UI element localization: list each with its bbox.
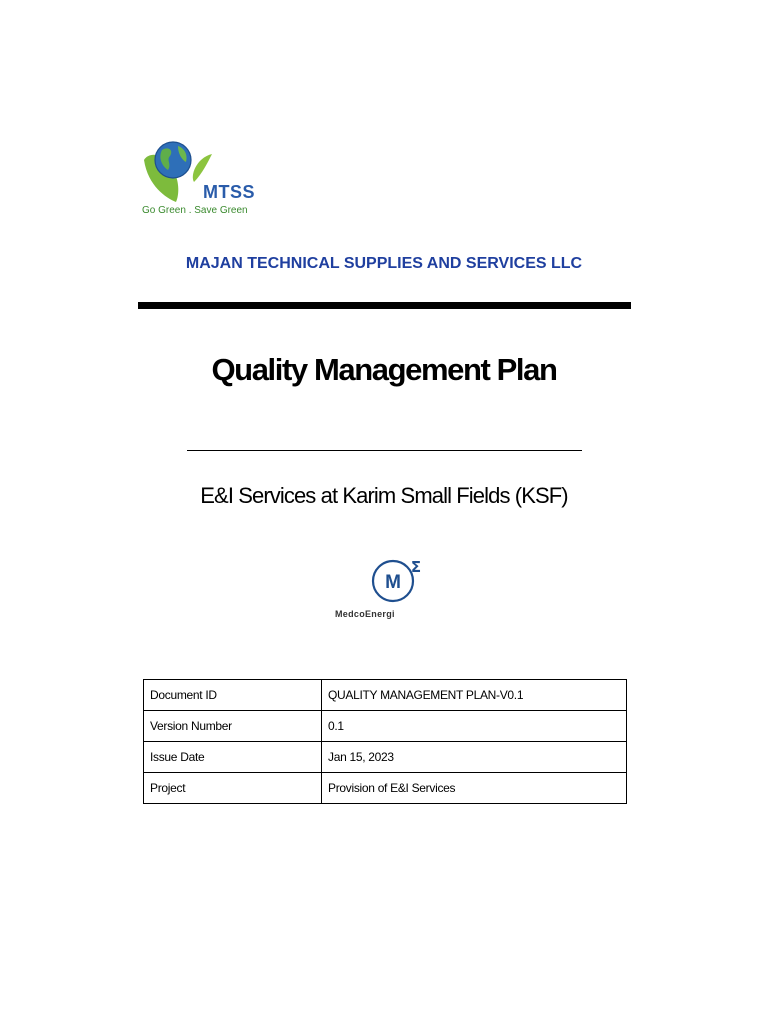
header-divider bbox=[138, 302, 631, 309]
table-row bbox=[144, 742, 627, 773]
svg-text:M: M bbox=[385, 572, 401, 593]
document-info-table bbox=[143, 679, 627, 804]
mtss-tagline: Go Green . Save Green bbox=[142, 205, 248, 216]
document-title: Quality Management Plan bbox=[211, 352, 557, 387]
svg-text:Σ: Σ bbox=[410, 558, 422, 576]
company-name: MAJAN TECHNICAL SUPPLIES AND SERVICES LLC bbox=[185, 255, 583, 272]
table-row bbox=[144, 680, 627, 711]
row-label: Version Number bbox=[144, 711, 322, 742]
row-value: Provision of E&I Services bbox=[322, 773, 627, 804]
medco-m-sigma-icon bbox=[333, 555, 433, 607]
row-label: Project bbox=[144, 773, 322, 804]
table-row bbox=[144, 711, 627, 742]
row-label: Document ID bbox=[144, 680, 322, 711]
row-label: Issue Date bbox=[144, 742, 322, 773]
row-value: QUALITY MANAGEMENT PLAN-V0.1 bbox=[322, 680, 627, 711]
table-row bbox=[144, 773, 627, 804]
title-divider bbox=[187, 450, 582, 451]
mtss-brand-text: MTSS bbox=[203, 182, 256, 202]
medcoenergi-logo bbox=[333, 555, 433, 625]
row-value: Jan 15, 2023 bbox=[322, 742, 627, 773]
row-value: 0.1 bbox=[322, 711, 627, 742]
document-subtitle: E&I Services at Karim Small Fields (KSF) bbox=[200, 483, 568, 508]
mtss-logo bbox=[140, 132, 256, 220]
medco-name-text: MedcoEnergi bbox=[335, 609, 395, 619]
